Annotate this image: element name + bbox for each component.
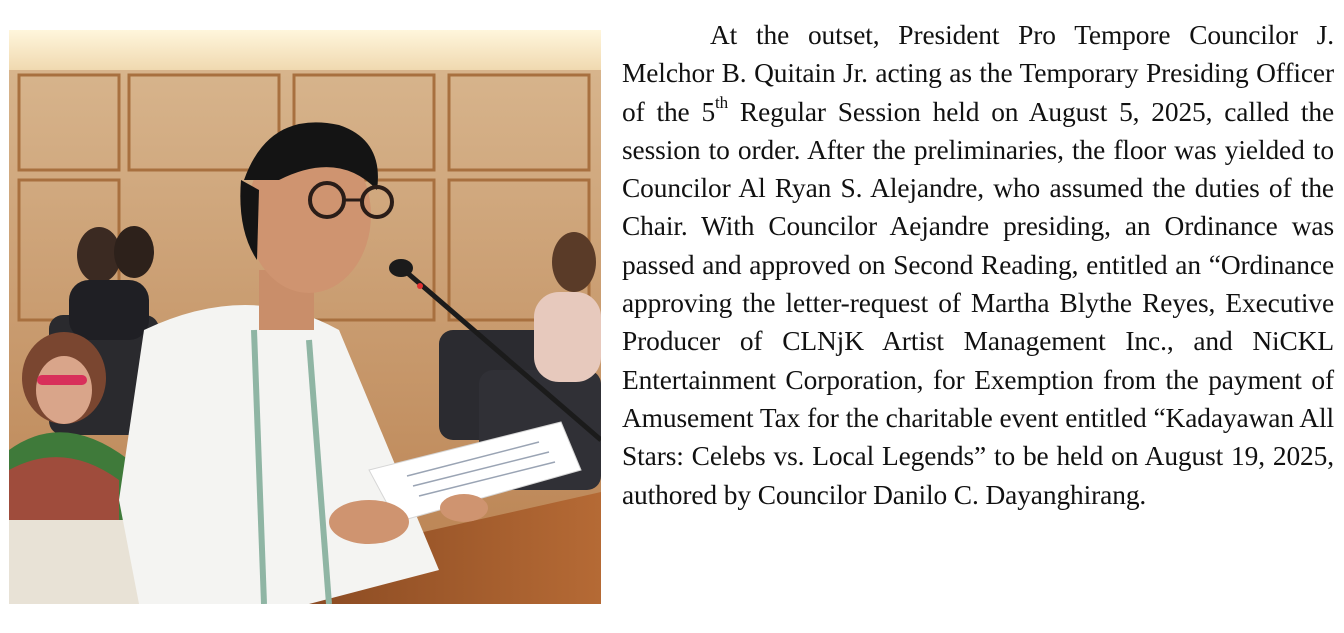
article-text-part1: At the outset, President Pro Tempore Councilor J. Melchor B. Quitain Jr. acting as the Temporary Presiding Officer of the 5 — [622, 20, 1334, 127]
ordinal-suffix: th — [715, 93, 729, 113]
councilor-speaking-photo — [9, 30, 601, 604]
photo-illustration — [9, 30, 601, 604]
article-paragraph — [622, 16, 1334, 514]
article-text-part2: Regular Session held on August 5, 2025, called the session to order. After the preliminaries, the floor was yielded to Councilor Al Ryan S. Alejandre, who assumed the duties of the Chair. With Councilor Aejandre presiding, an Ordinance was passed and approved on Second Reading, entitled an “Ordinance approving the letter-request of Martha Blythe Reyes, Executive Producer of CLNjK Artist Management Inc., and NiCKL Entertainment Corporation, for Exemption from the payment of Amusement Tax for the charitable event entitled “Kadayawan All Stars: Celebs vs. Local Legends” to be held on August 19, 2025, authored by Councilor Danilo C. Dayanghirang. — [622, 96, 1334, 510]
